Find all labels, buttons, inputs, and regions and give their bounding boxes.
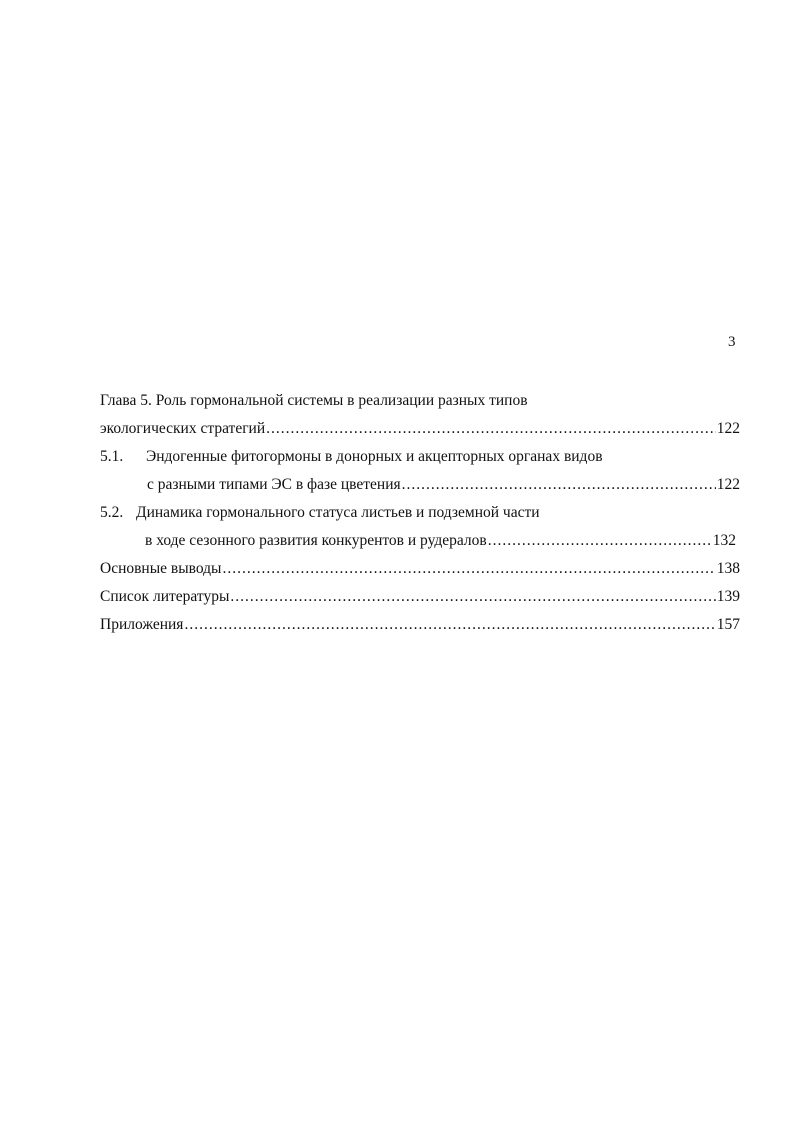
toc-section52-line1: Динамика гормонального статуса листьев и подземной части (136, 504, 540, 521)
toc-section51-title (100, 443, 740, 471)
toc-appendices-text: Приложения (100, 616, 184, 633)
table-of-contents (100, 387, 740, 639)
toc-leader-dots (266, 415, 716, 443)
toc-section52-number: 5.2. (100, 504, 124, 521)
toc-conclusions-text: Основные выводы (100, 560, 222, 577)
toc-conclusions-entry[interactable] (100, 555, 740, 583)
toc-section51-line2: с разными типами ЭС в фазе цветения (147, 476, 401, 493)
toc-appendices-entry[interactable] (100, 611, 740, 639)
toc-chapter5-title (100, 387, 740, 415)
toc-section52-page: 132 (712, 532, 736, 549)
toc-leader-dots (488, 527, 712, 555)
toc-leader-dots (402, 471, 716, 499)
toc-leader-dots (230, 583, 715, 611)
toc-leader-dots (222, 555, 715, 583)
toc-section52-title (100, 499, 740, 527)
toc-leader-dots (184, 611, 715, 639)
toc-references-entry[interactable] (100, 583, 740, 611)
toc-references-page: 139 (716, 588, 740, 605)
toc-section51-number: 5.1. (100, 448, 124, 465)
toc-section52-entry[interactable] (100, 527, 736, 555)
toc-chapter5-line1: Глава 5. Роль гормональной системы в реализации разных типов (100, 392, 528, 409)
toc-appendices-page: 157 (716, 616, 740, 633)
toc-conclusions-page: 138 (716, 560, 740, 577)
toc-section51-line1: Эндогенные фитогормоны в донорных и акцепторных органах видов (146, 448, 603, 465)
toc-chapter5-line2: экологических стратегий (100, 420, 266, 437)
toc-references-text: Список литературы (100, 588, 230, 605)
toc-chapter5-entry[interactable] (100, 415, 740, 443)
toc-section51-page: 122 (716, 476, 740, 493)
toc-section51-entry[interactable] (100, 471, 740, 499)
toc-chapter5-page: 122 (716, 420, 740, 437)
toc-section52-line2: в ходе сезонного развития конкурентов и рудералов (145, 532, 487, 549)
page-number: 3 (728, 334, 736, 350)
